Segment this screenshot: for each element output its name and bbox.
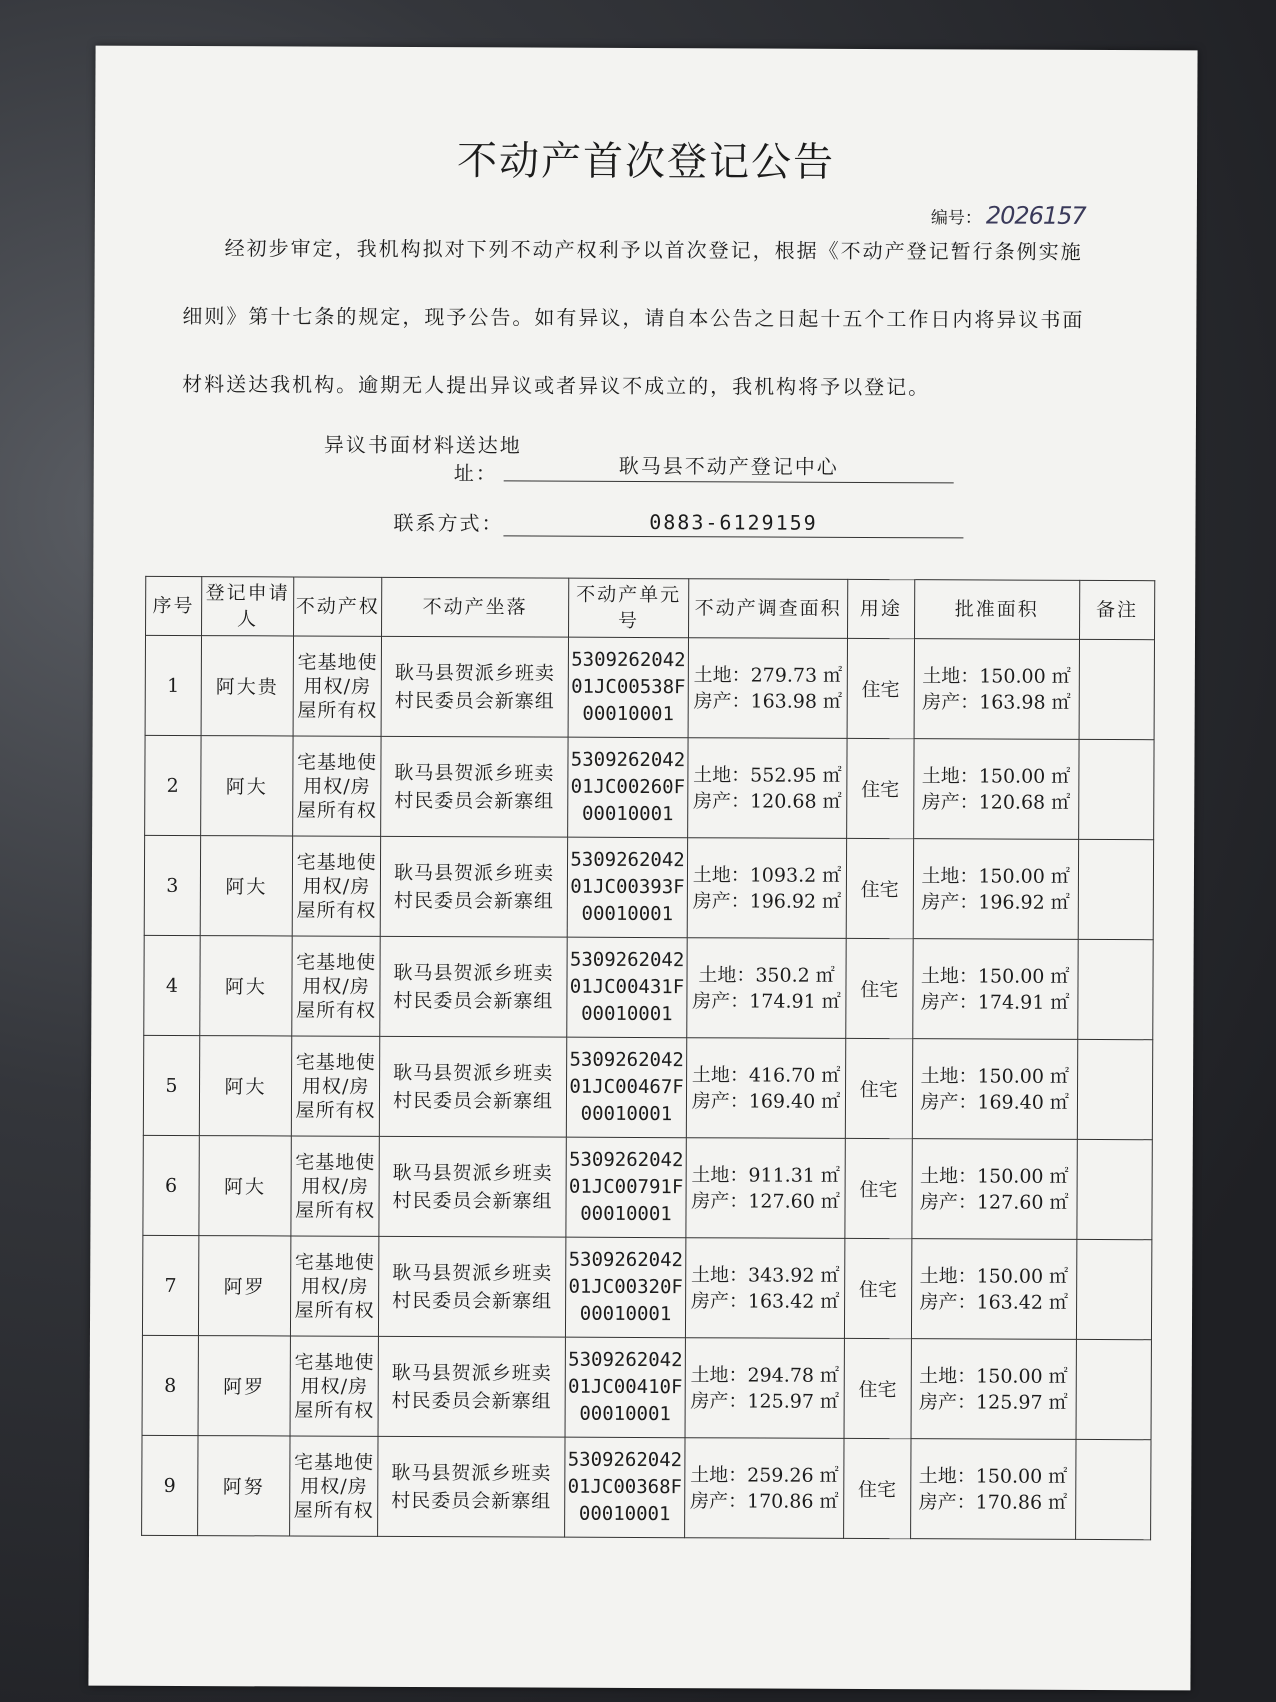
cell-right <box>290 1436 378 1536</box>
cell-right-line: 屋所有权 <box>295 1198 376 1222</box>
cell-unit-line: 01JC00431F <box>569 975 685 999</box>
cell-right-line: 屋所有权 <box>294 1398 375 1422</box>
cell-survey-area-line: 土地：294.78 ㎡ <box>690 1363 840 1387</box>
cell-use: 住宅 <box>844 1338 911 1438</box>
cell-survey-area <box>686 1238 845 1339</box>
table-row <box>142 1435 1151 1539</box>
cell-location-line: 村民委员会新寨组 <box>391 1489 552 1513</box>
cell-survey-area-line: 土地：279.73 ㎡ <box>693 663 843 687</box>
cell-approved-area-line: 房产：127.60 ㎡ <box>919 1190 1069 1214</box>
header-survey-area: 不动产调查面积 <box>689 579 848 639</box>
cell-right-line: 宅基地使 <box>297 650 378 674</box>
cell-location <box>378 1336 565 1437</box>
cell-unit-line: 00010001 <box>579 1302 672 1326</box>
cell-use: 住宅 <box>847 738 914 838</box>
cell-unit-line: 01JC00368F <box>567 1475 683 1499</box>
header-use: 用途 <box>847 579 914 638</box>
cell-survey-area-line: 房产：163.42 ㎡ <box>690 1289 840 1313</box>
header-approved-area: 批准面积 <box>914 580 1080 640</box>
cell-right-line: 宅基地使 <box>295 1150 376 1174</box>
cell-location-line: 耿马县贺派乡班卖 <box>392 1261 553 1285</box>
cell-unit-line: 5309262042 <box>569 1048 684 1072</box>
cell-right <box>293 736 381 836</box>
cell-right-line: 宅基地使 <box>296 850 377 874</box>
cell-idx: 7 <box>142 1235 198 1335</box>
address-label-part1: 异议书面材料送达地 <box>323 432 522 458</box>
cell-location <box>381 636 568 737</box>
cell-right-line: 用权/房 <box>303 675 372 698</box>
cell-location-line: 耿马县贺派乡班卖 <box>391 1361 552 1385</box>
cell-location-line: 村民委员会新寨组 <box>393 989 554 1013</box>
cell-location <box>378 1436 565 1537</box>
cell-right <box>290 1336 378 1436</box>
cell-survey-area-line: 房产：174.91 ㎡ <box>692 989 841 1013</box>
cell-idx: 3 <box>144 835 200 935</box>
cell-use: 住宅 <box>844 1238 911 1338</box>
cell-remark <box>1078 739 1154 839</box>
cell-unit-line: 00010001 <box>581 802 674 826</box>
cell-location <box>380 836 567 937</box>
cell-location <box>381 736 568 837</box>
cell-approved-area-line: 土地：150.00 ㎡ <box>919 1364 1068 1388</box>
cell-survey-area <box>688 738 847 839</box>
table-row <box>145 635 1154 739</box>
serial-handwritten-value: 2026157 <box>985 201 1086 230</box>
cell-applicant: 阿大 <box>199 1136 292 1236</box>
cell-right-line: 用权/房 <box>302 975 370 998</box>
cell-unit-line: 5309262042 <box>568 1248 684 1272</box>
cell-right-line: 屋所有权 <box>296 798 377 822</box>
cell-approved-area <box>911 1139 1077 1240</box>
cell-approved-area <box>914 639 1080 740</box>
cell-remark <box>1079 639 1155 739</box>
header-applicant: 登记申请人 <box>201 577 294 636</box>
table-row <box>144 935 1153 1039</box>
cell-approved-area-line: 房产：174.91 ㎡ <box>920 990 1070 1014</box>
cell-survey-area-line: 房产：127.60 ㎡ <box>691 1189 840 1213</box>
cell-remark <box>1076 1339 1152 1439</box>
cell-right-line: 屋所有权 <box>293 1498 374 1522</box>
cell-approved-area-line: 房产：163.98 ㎡ <box>922 690 1071 714</box>
cell-approved-area <box>911 1339 1077 1440</box>
cell-approved-area-line: 土地：150.00 ㎡ <box>919 1264 1069 1288</box>
cell-right <box>291 1236 379 1336</box>
registration-table <box>141 576 1155 1540</box>
cell-use: 住宅 <box>846 938 913 1038</box>
table-row <box>145 735 1154 839</box>
notice-title: 不动产首次登记公告 <box>456 138 836 186</box>
cell-use: 住宅 <box>847 638 914 738</box>
cell-approved-area-line: 土地：150.00 ㎡ <box>921 864 1070 888</box>
cell-unit-line: 00010001 <box>581 1002 673 1026</box>
cell-unit <box>568 637 689 738</box>
cell-idx: 9 <box>142 1435 198 1535</box>
cell-right <box>291 1036 379 1136</box>
cell-right-line: 宅基地使 <box>297 750 378 774</box>
cell-unit <box>568 737 689 838</box>
header-location: 不动产坐落 <box>382 577 569 637</box>
cell-use: 住宅 <box>846 838 913 938</box>
cell-approved-area-line: 房产：120.68 ㎡ <box>921 790 1071 814</box>
cell-approved-area-line: 土地：150.00 ㎡ <box>920 1164 1069 1188</box>
cell-survey-area <box>686 1138 845 1239</box>
cell-approved-area-line: 房产：170.86 ㎡ <box>918 1490 1068 1514</box>
cell-approved-area-line: 土地：150.00 ㎡ <box>918 1464 1068 1488</box>
cell-right-line: 宅基地使 <box>293 1450 375 1474</box>
cell-survey-area-line: 房产：120.68 ㎡ <box>693 789 842 813</box>
header-idx: 序号 <box>146 576 202 635</box>
cell-survey-area-line: 房产：196.92 ㎡ <box>692 889 842 913</box>
cell-use: 住宅 <box>845 1138 912 1238</box>
cell-right-line: 用权/房 <box>301 1275 369 1298</box>
cell-remark <box>1076 1239 1152 1339</box>
header-remark: 备注 <box>1079 580 1154 639</box>
cell-approved-area <box>913 739 1079 840</box>
cell-idx: 5 <box>143 1035 199 1135</box>
cell-survey-area-line: 房产：163.98 ㎡ <box>693 689 843 713</box>
serial-label: 编号： <box>930 208 982 229</box>
cell-right <box>291 1136 379 1236</box>
address-label-part2: 址： <box>453 461 498 486</box>
cell-idx: 1 <box>145 635 201 735</box>
body-line-2: 细则》第十七条的规定，现予公告。如有异议，请自本公告之日起十五个工作日内将异议书面 <box>182 303 1085 332</box>
cell-location <box>380 936 567 1037</box>
cell-remark <box>1078 839 1154 939</box>
cell-unit-line: 01JC00393F <box>570 875 685 899</box>
cell-right <box>292 836 380 936</box>
cell-unit-line: 00010001 <box>578 1502 671 1526</box>
cell-survey-area-line: 土地：350.2 ㎡ <box>698 963 835 987</box>
cell-approved-area-line: 房产：196.92 ㎡ <box>921 890 1070 914</box>
cell-unit-line: 5309262042 <box>567 1448 683 1472</box>
cell-survey-area-line: 土地：259.26 ㎡ <box>690 1463 839 1487</box>
cell-location <box>379 1036 566 1137</box>
cell-right-line: 用权/房 <box>301 1175 369 1198</box>
cell-location-line: 耿马县贺派乡班卖 <box>394 661 555 685</box>
contact-value: 0883-6129159 <box>503 509 963 538</box>
cell-approved-area-line: 土地：150.00 ㎡ <box>922 664 1071 688</box>
cell-unit <box>567 937 688 1038</box>
cell-unit-line: 01JC00791F <box>568 1175 684 1199</box>
cell-survey-area-line: 房产：125.97 ㎡ <box>690 1389 840 1413</box>
cell-location-line: 村民委员会新寨组 <box>394 689 555 713</box>
cell-idx: 4 <box>144 935 200 1035</box>
cell-applicant: 阿大 <box>200 936 293 1036</box>
cell-location-line: 耿马县贺派乡班卖 <box>392 1161 553 1185</box>
cell-unit-line: 01JC00467F <box>569 1075 684 1099</box>
cell-approved-area-line: 土地：150.00 ㎡ <box>920 964 1070 988</box>
cell-survey-area-line: 土地：911.31 ㎡ <box>691 1163 841 1187</box>
cell-location-line: 村民委员会新寨组 <box>392 1189 553 1213</box>
body-line-1: 经初步审定，我机构拟对下列不动产权利予以首次登记，根据《不动产登记暂行条例实施 <box>224 236 1083 264</box>
cell-right-line: 屋所有权 <box>295 1098 376 1122</box>
cell-right-line: 用权/房 <box>300 1375 369 1398</box>
cell-unit-line: 01JC00410F <box>568 1375 683 1399</box>
cell-unit-line: 5309262042 <box>571 648 686 672</box>
cell-survey-area <box>688 638 847 739</box>
cell-unit-line: 5309262042 <box>570 748 686 772</box>
cell-unit-line: 00010001 <box>581 902 674 926</box>
cell-survey-area-line: 房产：169.40 ㎡ <box>691 1089 841 1113</box>
cell-location <box>379 1136 566 1237</box>
cell-right-line: 用权/房 <box>302 875 371 898</box>
cell-unit <box>566 1037 687 1138</box>
contact-label: 联系方式： <box>393 510 504 536</box>
cell-location-line: 耿马县贺派乡班卖 <box>394 761 555 785</box>
cell-unit-line: 5309262042 <box>569 948 685 972</box>
cell-remark <box>1078 939 1154 1039</box>
cell-location-line: 村民委员会新寨组 <box>393 889 554 913</box>
cell-right-line: 宅基地使 <box>294 1350 375 1374</box>
cell-unit-line: 00010001 <box>580 1202 672 1226</box>
cell-location-line: 耿马县贺派乡班卖 <box>393 1061 554 1085</box>
notice-paper <box>88 46 1197 1691</box>
cell-survey-area <box>685 1438 844 1539</box>
address-value: 耿马县不动产登记中心 <box>504 449 954 483</box>
cell-idx: 8 <box>142 1335 198 1435</box>
cell-applicant: 阿大 <box>199 1036 292 1136</box>
cell-right <box>292 936 380 1036</box>
cell-unit <box>565 1237 686 1338</box>
cell-survey-area-line: 土地：343.92 ㎡ <box>690 1263 840 1287</box>
cell-location-line: 耿马县贺派乡班卖 <box>393 861 555 885</box>
cell-approved-area-line: 土地：150.00 ㎡ <box>920 1064 1070 1088</box>
cell-survey-area-line: 土地：552.95 ㎡ <box>693 763 842 787</box>
cell-right-line: 屋所有权 <box>295 998 377 1022</box>
cell-applicant: 阿罗 <box>198 1336 291 1436</box>
cell-unit-line: 00010001 <box>580 1102 673 1126</box>
cell-approved-area-line: 土地：150.00 ㎡ <box>921 764 1071 788</box>
cell-location-line: 耿马县贺派乡班卖 <box>391 1461 552 1485</box>
cell-applicant: 阿大贵 <box>201 636 294 736</box>
cell-applicant: 阿罗 <box>198 1236 291 1336</box>
serial-number <box>931 201 1086 230</box>
cell-location-line: 村民委员会新寨组 <box>392 1089 554 1113</box>
cell-location <box>379 1236 566 1337</box>
cell-approved-area <box>911 1239 1077 1340</box>
table-row <box>143 1135 1152 1239</box>
cell-location-line: 耿马县贺派乡班卖 <box>393 961 554 985</box>
cell-location-line: 村民委员会新寨组 <box>391 1389 552 1413</box>
cell-unit-line: 01JC00538F <box>571 675 686 699</box>
cell-idx: 6 <box>143 1135 199 1235</box>
cell-applicant: 阿努 <box>197 1436 290 1536</box>
table-row <box>142 1335 1151 1439</box>
cell-unit-line: 00010001 <box>579 1402 671 1426</box>
cell-survey-area <box>685 1338 844 1439</box>
cell-unit <box>567 837 688 938</box>
cell-remark <box>1075 1439 1151 1539</box>
cell-unit-line: 01JC00320F <box>568 1275 683 1299</box>
cell-approved-area <box>912 1039 1078 1140</box>
body-line-3: 材料送达我机构。逾期无人提出异议或者异议不成立的，我机构将予以登记。 <box>182 371 931 400</box>
cell-survey-area-line: 土地：416.70 ㎡ <box>691 1063 841 1087</box>
cell-unit <box>564 1437 685 1538</box>
cell-unit-line: 5309262042 <box>568 1148 684 1172</box>
cell-right-line: 宅基地使 <box>295 1050 376 1074</box>
cell-survey-area-line: 房产：170.86 ㎡ <box>689 1489 839 1513</box>
cell-right-line: 屋所有权 <box>294 1298 375 1322</box>
header-right: 不动产权 <box>294 577 382 636</box>
cell-use: 住宅 <box>845 1038 912 1138</box>
cell-idx: 2 <box>145 735 201 835</box>
header-unit: 不动产单元号 <box>568 578 688 638</box>
cell-use: 住宅 <box>844 1438 911 1538</box>
table-row <box>143 1035 1152 1139</box>
cell-applicant: 阿大 <box>200 736 293 836</box>
cell-approved-area <box>912 939 1078 1040</box>
cell-applicant: 阿大 <box>200 836 293 936</box>
cell-right-line: 用权/房 <box>303 775 371 798</box>
cell-unit <box>566 1137 687 1238</box>
cell-right-line: 屋所有权 <box>297 698 378 722</box>
cell-approved-area <box>913 839 1079 940</box>
table-row <box>142 1235 1151 1339</box>
cell-right-line: 屋所有权 <box>296 898 377 922</box>
cell-unit-line: 00010001 <box>582 702 674 726</box>
cell-remark <box>1077 1139 1153 1239</box>
cell-right-line: 用权/房 <box>301 1075 370 1098</box>
cell-approved-area-line: 房产：169.40 ㎡ <box>920 1090 1069 1114</box>
cell-survey-area <box>686 1038 845 1139</box>
cell-location-line: 村民委员会新寨组 <box>394 789 555 813</box>
cell-unit-line: 5309262042 <box>570 848 685 872</box>
cell-approved-area-line: 房产：125.97 ㎡ <box>919 1390 1068 1414</box>
cell-unit-line: 5309262042 <box>568 1348 683 1372</box>
cell-remark <box>1077 1039 1153 1139</box>
cell-right-line: 宅基地使 <box>294 1250 375 1274</box>
cell-approved-area <box>910 1439 1076 1540</box>
cell-approved-area-line: 房产：163.42 ㎡ <box>919 1290 1069 1314</box>
cell-location-line: 村民委员会新寨组 <box>392 1289 553 1313</box>
table-row <box>144 835 1153 939</box>
cell-right <box>293 636 381 736</box>
cell-right-line: 宅基地使 <box>296 950 377 974</box>
cell-survey-area <box>687 938 846 1039</box>
cell-right-line: 用权/房 <box>300 1475 368 1498</box>
cell-unit <box>565 1337 686 1438</box>
cell-survey-area <box>687 838 846 939</box>
table-header-row <box>146 576 1155 639</box>
cell-unit-line: 01JC00260F <box>570 775 686 799</box>
cell-survey-area-line: 土地：1093.2 ㎡ <box>692 863 842 887</box>
